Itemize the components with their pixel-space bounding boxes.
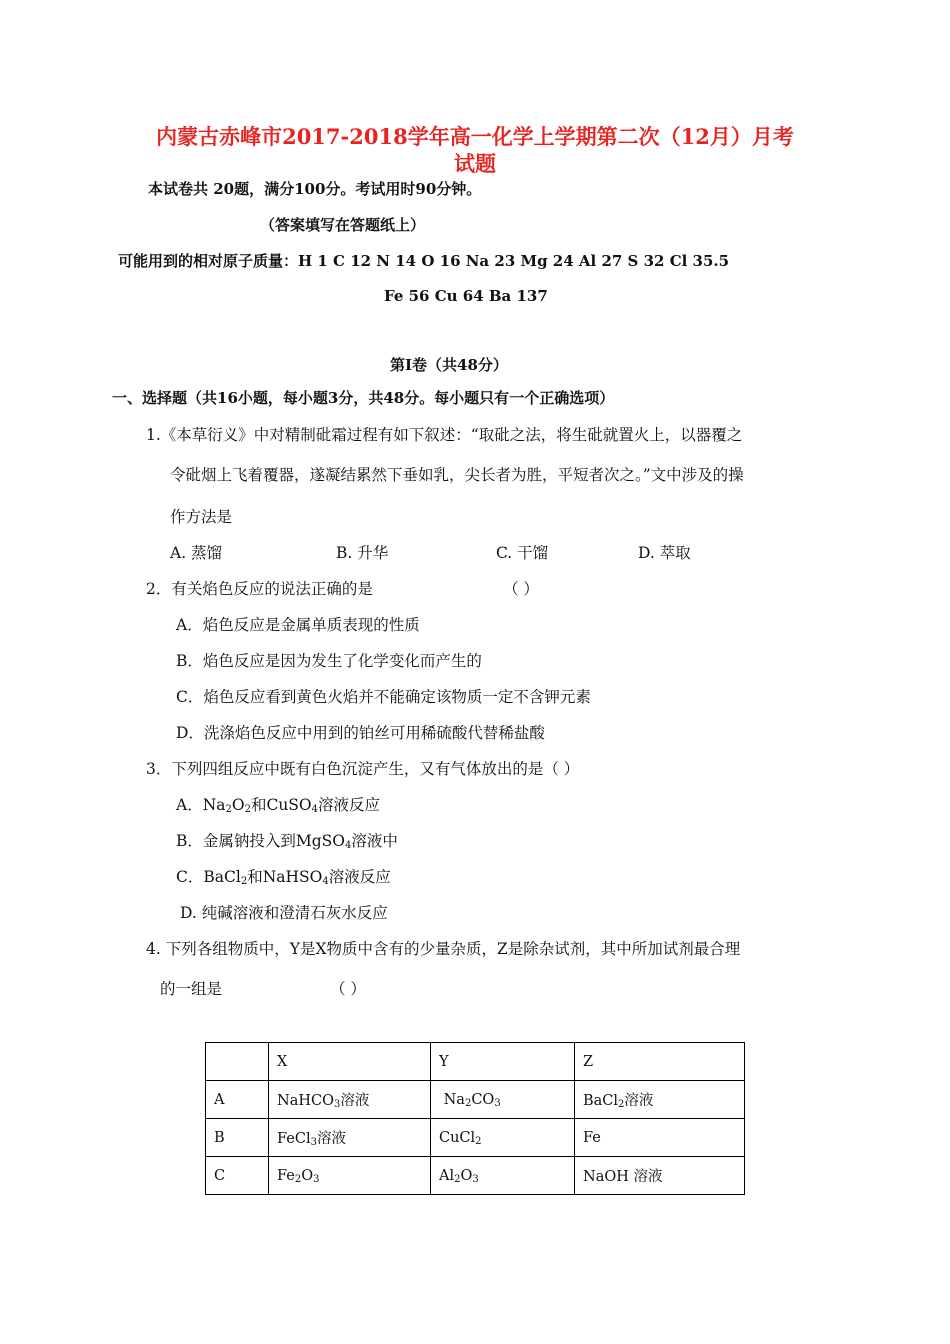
table-row [206, 1157, 745, 1195]
q3-option-c: C．BaCl$_2$和NaHSO$_4$溶液反应 [176, 868, 391, 887]
q3-stem: 3．下列四组反应中既有白色沉淀产生，又有气体放出的是（ ） [146, 760, 580, 778]
cell-z: BaCl$_2$溶液 [575, 1081, 745, 1119]
cell-z: NaOH 溶液 [575, 1157, 745, 1195]
table-header-cell [206, 1043, 269, 1081]
q1-line3: 作方法是 [170, 508, 233, 526]
table-header-cell: X [269, 1043, 431, 1081]
q2-stem: 2．有关焰色反应的说法正确的是 [146, 580, 373, 598]
q3-option-a: A．$Na_2O_2$和CuSO$_4$溶液反应 [176, 796, 381, 815]
q2-option-a: A．焰色反应是金属单质表现的性质 [176, 616, 420, 634]
q1-option-d: D. 萃取 [638, 544, 691, 562]
cell-y: $Al_2O_3$ [431, 1157, 575, 1195]
cell-y: CuCl$_2$ [431, 1119, 575, 1157]
cell-x: NaHCO$_3$溶液 [269, 1081, 431, 1119]
q2-option-d: D．洗涤焰色反应中用到的铂丝可用稀硫酸代替稀盐酸 [176, 724, 545, 742]
table-header-cell: Y [431, 1043, 575, 1081]
q1-option-c: C. 干馏 [496, 544, 549, 562]
q1-line1: 1.《本草衍义》中对精制砒霜过程有如下叙述：“取砒之法，将生砒就置火上，以器覆之 [146, 426, 743, 444]
document-title-line1: 内蒙古赤峰市2017-2018学年高一化学上学期第二次（12月）月考 [156, 124, 794, 149]
q4-line1: 4. 下列各组物质中，Y是X物质中含有的少量杂质，Z是除杂试剂，其中所加试剂最合理 [146, 940, 741, 958]
row-label: A [206, 1081, 269, 1119]
q1-option-a: A. 蒸馏 [170, 544, 223, 562]
volume-heading: 第Ⅰ卷（共48分） [390, 356, 508, 374]
q1-option-b: B. 升华 [336, 544, 389, 562]
table-row [206, 1119, 745, 1157]
q3-option-b: B．金属钠投入到MgSO$_4$溶液中 [176, 832, 398, 851]
cell-y: $Na_2CO_3$ [431, 1081, 575, 1119]
q1-line2: 令砒烟上飞着覆器，遂凝结累然下垂如乳，尖长者为胜，平短者次之。”文中涉及的操 [170, 466, 744, 484]
cell-x: $Fe_2O_3$ [269, 1157, 431, 1195]
row-label: B [206, 1119, 269, 1157]
q3-option-d: D. 纯碱溶液和澄清石灰水反应 [180, 904, 388, 922]
table-row [206, 1081, 745, 1119]
q4-table [205, 1042, 745, 1195]
atomic-mass-line2: Fe 56 Cu 64 Ba 137 [384, 287, 548, 305]
table-header-row [206, 1043, 745, 1081]
cell-z: Fe [575, 1119, 745, 1157]
exam-info: 本试卷共 20题，满分100分。考试用时90分钟。 [148, 180, 482, 198]
q4-line2: 的一组是 [160, 980, 223, 998]
cell-x: FeCl$_3$溶液 [269, 1119, 431, 1157]
document-title-line2: 试题 [454, 151, 496, 176]
answer-note: （答案填写在答题纸上） [260, 216, 426, 234]
row-label: C [206, 1157, 269, 1195]
q2-answer-paren: （ ） [503, 580, 539, 598]
q2-option-b: B．焰色反应是因为发生了化学变化而产生的 [176, 652, 482, 670]
table-header-cell: Z [575, 1043, 745, 1081]
section-heading: 一、选择题（共16小题，每小题3分，共48分。每小题只有一个正确选项） [112, 389, 615, 407]
atomic-mass-line1: 可能用到的相对原子质量：H 1 C 12 N 14 O 16 Na 23 Mg 24 Al 27 S 32 Cl 35.5 [118, 252, 730, 270]
q4-answer-paren: （ ） [330, 980, 366, 998]
q2-option-c: C．焰色反应看到黄色火焰并不能确定该物质一定不含钾元素 [176, 688, 591, 706]
